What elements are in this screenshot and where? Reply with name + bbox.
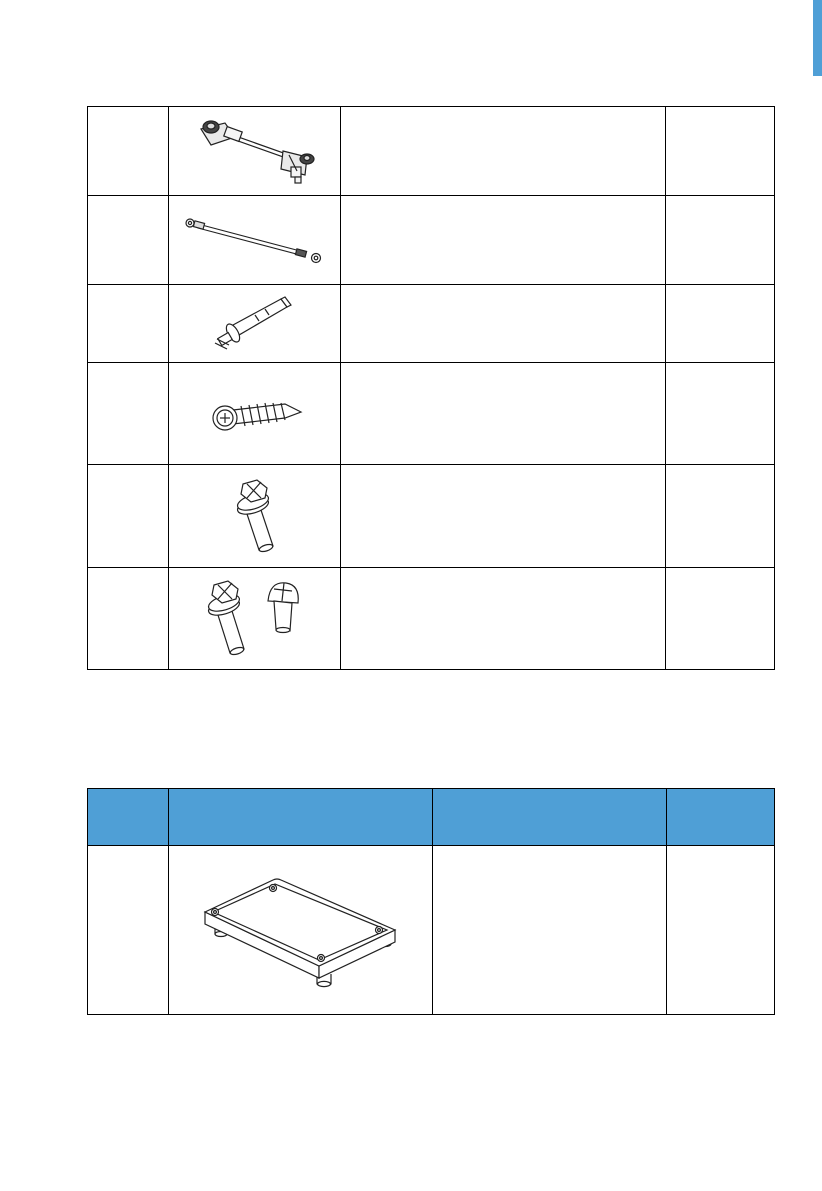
item-image [169,196,341,285]
table-row [88,846,775,1015]
item-number [88,107,169,196]
item-number [88,363,169,465]
ground-cable-icon [180,210,330,270]
item-number [88,285,169,363]
item-quantity [666,363,775,465]
table-row [88,568,775,670]
item-description [341,285,666,363]
hex-bolt-icon [225,476,285,556]
item-description [433,846,667,1015]
table-row [88,196,775,285]
table-row [88,285,775,363]
table-header-row [88,789,775,846]
column-header-number [88,789,169,846]
pv-connector-cable-icon [189,111,321,191]
parts-table [87,106,775,670]
item-quantity [666,465,775,568]
expansion-bolt-icon [205,291,305,357]
column-header-description [433,789,667,846]
item-image [169,568,341,670]
item-image [169,285,341,363]
item-image [169,846,433,1015]
column-header-image [169,789,433,846]
optional-parts-table [87,788,775,1015]
item-image [169,363,341,465]
column-header-quantity [667,789,775,846]
item-quantity [666,196,775,285]
bolt-and-round-head-screw-icon [200,579,310,659]
table-row [88,465,775,568]
item-number [88,465,169,568]
item-number [88,196,169,285]
item-description [341,363,666,465]
table-row [88,107,775,196]
item-quantity [666,107,775,196]
page-edge-marker [813,0,822,76]
table-row [88,363,775,465]
item-description [341,107,666,196]
item-description [341,196,666,285]
item-quantity [666,285,775,363]
item-image [169,107,341,196]
item-number [88,568,169,670]
item-description [341,465,666,568]
item-description [341,568,666,670]
item-quantity [666,568,775,670]
mounting-base-plate-icon [201,860,401,1000]
item-quantity [667,846,775,1015]
self-tapping-screw-icon [205,384,305,444]
item-number [88,846,169,1015]
item-image [169,465,341,568]
